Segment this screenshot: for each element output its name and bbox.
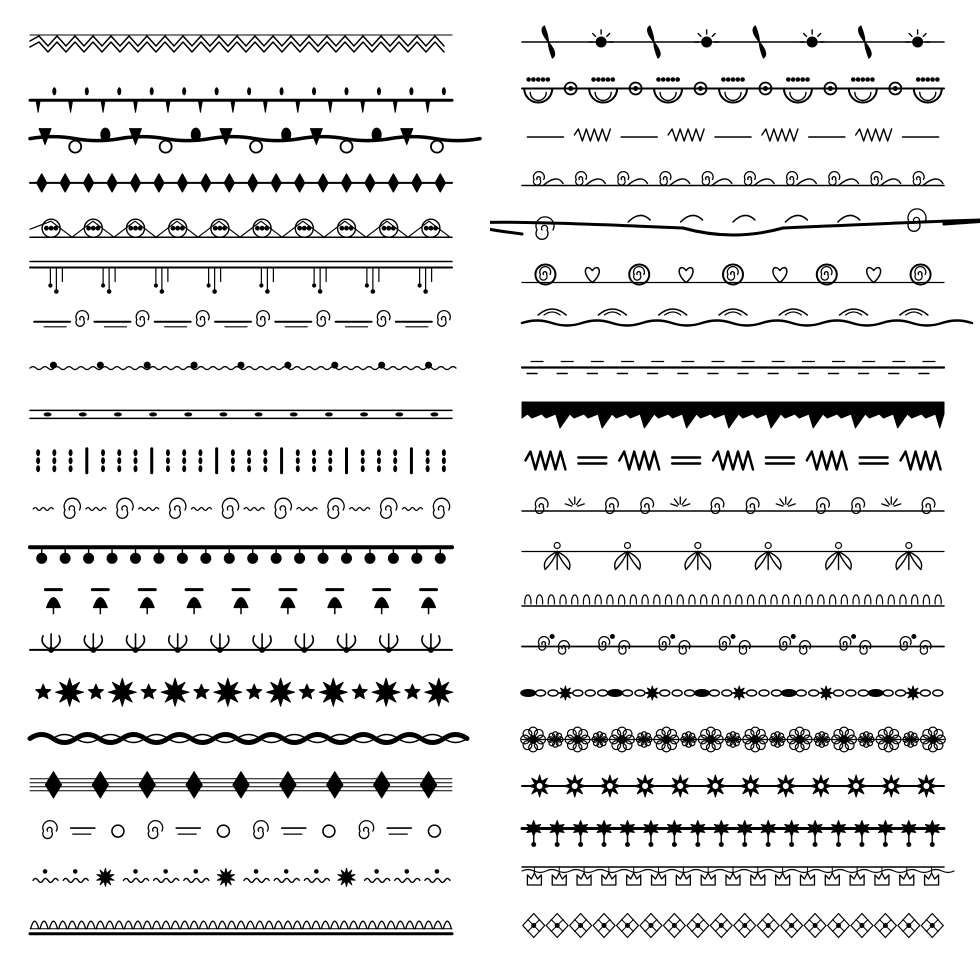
- wave-scallops-border: [30, 735, 467, 743]
- line-with-diamonds-border: [30, 174, 452, 192]
- double-line-with-hanging-dots-border: [30, 262, 452, 294]
- gear-flowers-border: [522, 775, 944, 797]
- scribble-waves-border: [527, 129, 938, 141]
- right-border-column: [490, 0, 980, 980]
- hanging-bell-flowers-border: [45, 590, 436, 614]
- sprigs-and-stars-border: [33, 868, 450, 886]
- hanging-daisies-border: [522, 821, 944, 847]
- striped-line-with-diamonds-border: [30, 772, 452, 798]
- swirls-and-dashes-border: [34, 311, 450, 327]
- rosette-flowers-border: [521, 727, 946, 752]
- line-with-drips-and-dots-border: [30, 87, 452, 112]
- curl-sprig-border: [522, 635, 944, 655]
- ornate-scroll-border: [490, 209, 980, 239]
- loop-pattern-border: [522, 595, 944, 606]
- lattice-with-flower-clusters-border: [30, 219, 452, 237]
- tulip-bells-border: [522, 867, 954, 885]
- bar-with-hanging-beads-border: [30, 547, 452, 563]
- letter-scribble-border: [525, 452, 940, 470]
- doodle-squiggles-border: [30, 362, 456, 370]
- curly-flourish-border: [522, 172, 944, 186]
- swirl-waves-border: [522, 309, 972, 326]
- half-sun-medallions-border: [522, 78, 944, 103]
- leaf-sprouts-on-line-border: [30, 634, 452, 653]
- spiral-sun-doodles-border: [522, 497, 944, 514]
- scalloped-lace-border: [30, 921, 452, 934]
- thin-double-line-with-beads-border: [30, 410, 452, 418]
- mixed-doodle-swirls-border: [43, 821, 441, 839]
- bead-chain-border: [520, 686, 943, 700]
- sun-and-flower-sprigs-border: [522, 26, 944, 58]
- tulip-sprigs-border: [522, 543, 944, 570]
- spiral-doodles-border: [33, 498, 449, 518]
- dashed-strokes-border: [522, 362, 944, 374]
- dripping-ink-border: [522, 402, 944, 428]
- vertical-dot-dash-border: [36, 449, 446, 473]
- diamond-lattice-border: [523, 914, 944, 938]
- rose-and-heart-motifs-border: [522, 265, 944, 285]
- snowflake-stars-border: [36, 678, 453, 706]
- zigzag-double-line-border: [30, 35, 452, 52]
- wavy-line-with-hanging-charms-border: [30, 128, 480, 153]
